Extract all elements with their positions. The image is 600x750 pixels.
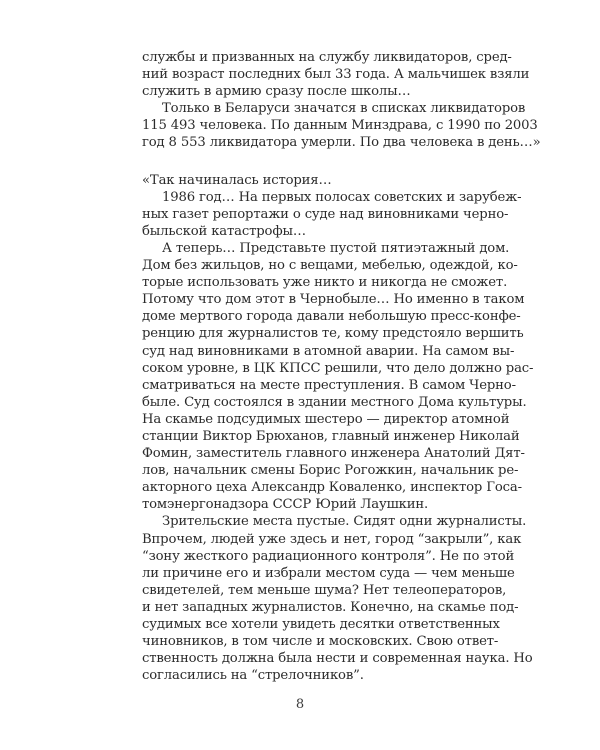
text-line: службы и призванных на службу ликвидаторов, сред- xyxy=(142,50,512,65)
text-line: быльской катастрофы… xyxy=(142,223,306,239)
text-line: Фомин, заместитель главного инженера Анатолий Дят- xyxy=(142,446,525,462)
paragraph-1986 xyxy=(142,189,522,240)
text-line: Дом без жильцов, но с вещами, мебелью, одеждой, ко- xyxy=(142,258,518,274)
text-line: служить в армию сразу после школы… xyxy=(142,84,411,100)
text-line: ли причине его и избрали местом суда — чем меньше xyxy=(142,565,515,581)
text-line: 115 493 человека. По данным Минздрава, с 1990 по 2003 xyxy=(142,118,538,134)
text-line: акторного цеха Александр Коваленко, инспектор Госа- xyxy=(142,480,522,496)
text-line: станции Виктор Брюханов, главный инженер Николай xyxy=(142,428,520,444)
text-line: сматриваться на месте преступления. В самом Черно- xyxy=(142,377,516,393)
text-line: чиновников, в том числе и московских. Свою ответ- xyxy=(142,634,499,650)
text-line: А теперь… Представьте пустой пятиэтажный дом. xyxy=(162,240,510,256)
paragraph-conscripts xyxy=(142,49,530,100)
text-line: суд над виновниками в атомной аварии. На самом вы- xyxy=(142,343,515,359)
text-line: “зону жесткого радиационного контроля”. Не по этой xyxy=(142,548,515,564)
text-line: Только в Беларуси значатся в списках ликвидаторов xyxy=(162,101,526,117)
paragraph-empty-house xyxy=(142,240,534,514)
text-line: судимых все хотели увидеть десятки ответственных xyxy=(142,617,500,632)
section-gap xyxy=(142,152,492,172)
text-line: Потому что дом этот в Чернобыле… Но именно в таком xyxy=(142,292,525,308)
text-line: год 8 553 ликвидатора умерли. По два человека в день…» xyxy=(142,135,541,151)
text-line: свидетелей, тем меньше шума? Нет телеоператоров, xyxy=(142,582,507,598)
text-line: быле. Суд состоялся в здании местного Дома культуры. xyxy=(142,394,527,410)
text-line: соком уровне, в ЦК КПСС решили, что дело должно рас- xyxy=(142,360,534,376)
page-body xyxy=(142,49,541,684)
text-line: Впрочем, людей уже здесь и нет, город “закрыли”, как xyxy=(142,531,522,547)
paragraph-history-start xyxy=(142,172,492,189)
text-line: и нет западных журналистов. Конечно, на скамье под- xyxy=(142,599,519,615)
text-line: согласились на “стрелочников”. xyxy=(142,668,364,684)
text-line: томэнергонадзора СССР Юрий Лаушкин. xyxy=(142,497,429,513)
text-line: ных газет репортажи о суде над виновниками черно- xyxy=(142,206,509,222)
text-line: ний возраст последних был 33 года. А мальчишек взяли xyxy=(142,67,530,83)
paragraph-belarus-statistics xyxy=(142,100,541,151)
text-line: «Так начиналась история… xyxy=(142,172,332,188)
text-line: ственность должна была нести и современная наука. Но xyxy=(142,651,533,667)
text-line: ренцию для журналистов те, кому предстояло вершить xyxy=(142,326,524,342)
text-line: торые использовать уже никто и никогда не сможет. xyxy=(142,275,508,291)
paragraph-empty-seats xyxy=(142,513,533,684)
text-line: 1986 год… На первых полосах советских и зарубеж- xyxy=(162,189,522,205)
text-line: Зрительские места пустые. Сидят одни журналисты. xyxy=(162,514,527,530)
text-line: На скамье подсудимых шестеро — директор атомной xyxy=(142,411,510,427)
text-line: лов, начальник смены Борис Рогожкин, начальник ре- xyxy=(142,463,519,479)
page-number: 8 xyxy=(295,697,305,712)
text-line: доме мертвого города давали небольшую пресс-конфе- xyxy=(142,309,521,325)
